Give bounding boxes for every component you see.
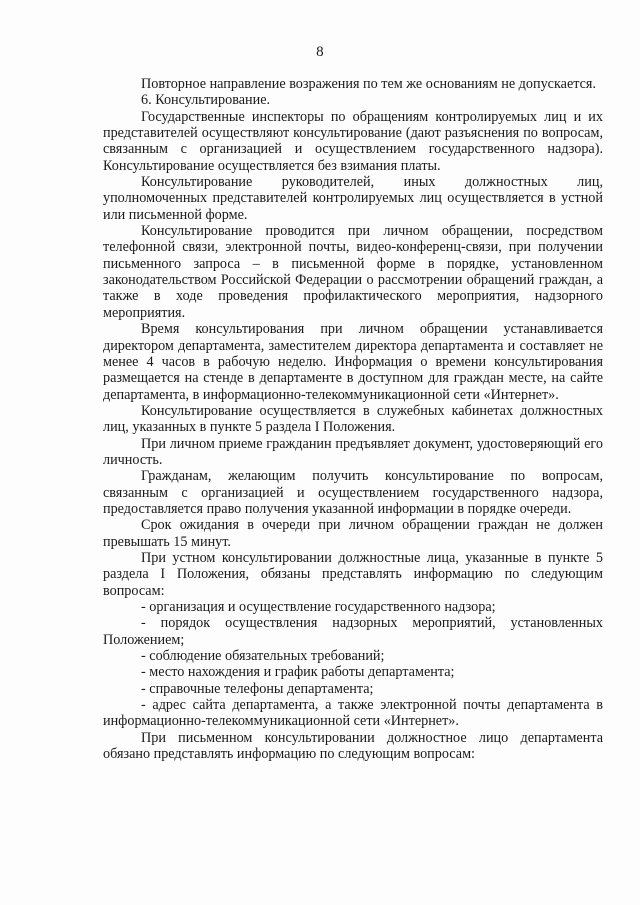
paragraph-inspectors-consulting: Государственные инспекторы по обращениям контролируемых лиц и их представителей осуществляют консультирование (дают разъяснения по вопросам, связанным с организацией и осуществлением государственного надзора). Консультирование осуществляется без взимания платы. <box>103 108 603 174</box>
paragraph-consulting-form: Консультирование руководителей, иных должностных лиц, уполномоченных представителей контролируемых лиц осуществляется в устной или письменной форме. <box>103 174 603 223</box>
list-item-phones: - справочные телефоны департамента; <box>141 680 374 697</box>
paragraph-queue-right: Гражданам, желающим получить консультирование по вопросам, связанным с организацией и осуществлением государственного надзора, предоставляется право получения указанной информации в порядке очереди. <box>103 468 603 517</box>
document-body <box>103 76 603 762</box>
page-number: 8 <box>316 44 324 60</box>
paragraph-objection-repeat: Повторное направление возражения по тем же основаниям не допускается. <box>141 76 596 92</box>
paragraph-written-consulting: При письменном консультировании должностное лицо департамента обязано представлять информацию по следующим вопросам: <box>103 729 603 763</box>
paragraph-oral-consulting: При устном консультировании должностные лица, указанные в пункте 5 раздела I Положения, обязаны представлять информацию по следующим вопросам: <box>103 549 603 599</box>
section-heading-consulting: 6. Консультирование. <box>141 92 271 109</box>
list-item-website: - адрес сайта департамента, а также электронной почты департамента в информационно-телекоммуникационной сети «Интернет». <box>103 697 603 730</box>
paragraph-consulting-time: Время консультирования при личном обращении устанавливается директором департамента, заместителем директора департамента и составляет не менее 4 часов в рабочую неделю. Информация о времени консультирования размещается на стенде в департаменте в доступном для граждан месте, на сайте департамента, в информационно-телекоммуникационной сети «Интернет». <box>103 321 603 403</box>
paragraph-queue-wait: Срок ожидания в очереди при личном обращении граждан не должен превышать 15 минут. <box>103 517 603 550</box>
list-item-organization: - организация и осуществление государственного надзора; <box>141 599 496 615</box>
list-item-requirements: - соблюдение обязательных требований; <box>141 648 385 665</box>
paragraph-identity-document: При личном приеме гражданин предъявляет документ, удостоверяющий его личность. <box>103 435 603 468</box>
list-item-procedure: - порядок осуществления надзорных мероприятий, установленных Положением; <box>103 615 603 648</box>
paragraph-consulting-place: Консультирование осуществляется в служебных кабинетах должностных лиц, указанных в пункте 5 раздела I Положения. <box>103 402 603 436</box>
paragraph-consulting-methods: Консультирование проводится при личном обращении, посредством телефонной связи, электронной почты, видео-конференц-связи, при получении письменного запроса – в письменной форме в порядке, установленном законодательством Российской Федерации о рассмотрении обращений граждан, а также в ходе проведения профилактического мероприятия, надзорного мероприятия. <box>103 223 603 321</box>
list-item-location: - место нахождения и график работы департамента; <box>141 664 455 681</box>
